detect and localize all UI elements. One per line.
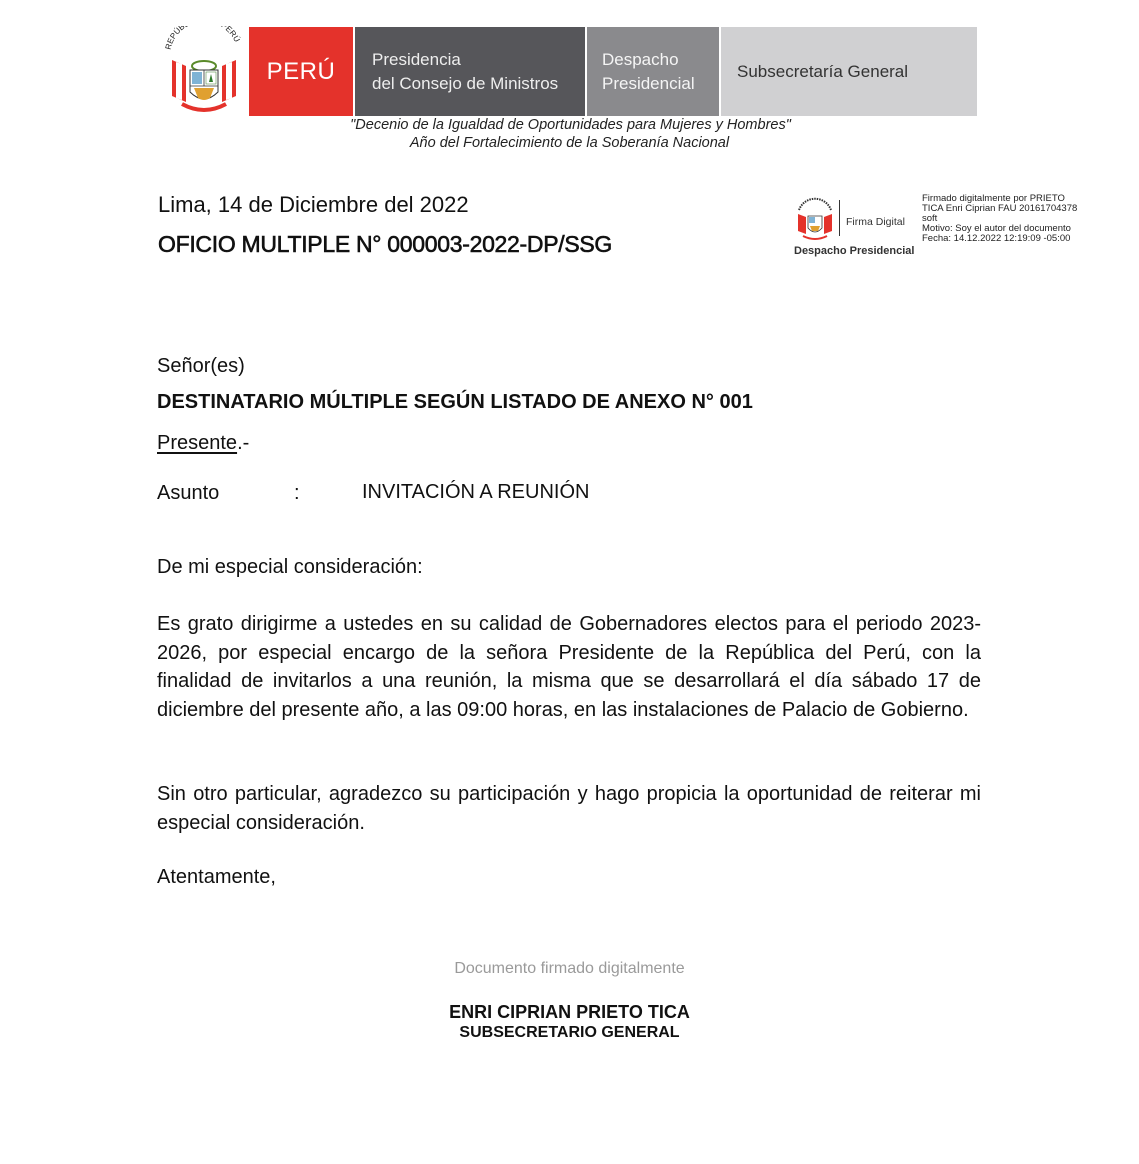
recipient-name: DESTINATARIO MÚLTIPLE SEGÚN LISTADO DE ANEXO N° 001	[157, 391, 753, 413]
presente-word: Presente	[157, 432, 238, 454]
stamp-crest-icon	[795, 196, 835, 242]
decenio-motto	[0, 116, 1139, 152]
presente-line	[157, 432, 249, 455]
subject-value: INVITACIÓN A REUNIÓN	[362, 481, 590, 503]
signature-metadata	[922, 194, 1092, 244]
subject-label: Asunto	[157, 482, 220, 504]
presente-suffix: .-	[237, 432, 250, 454]
peru-block	[249, 27, 353, 116]
pcm-line2: del Consejo de Ministros	[372, 74, 559, 93]
decenio-line1: "Decenio de la Igualdad de Oportunidades para Mujeres y Hombres"	[350, 117, 791, 133]
despacho-line2: Presidencial	[602, 74, 695, 93]
digital-signature-note	[0, 960, 1139, 978]
digital-note-text: Documento firmado digitalmente	[454, 960, 685, 977]
despacho-line1: Despacho	[602, 50, 679, 69]
sig-meta-line4: Motivo: Soy el autor del documento	[922, 223, 1071, 234]
sig-meta-line2: TICA Enri Ciprian FAU 20161704378	[922, 203, 1078, 214]
signer-name: ENRI CIPRIAN PRIETO TICA	[449, 1002, 690, 1022]
closing: Atentamente,	[157, 866, 276, 888]
pcm-line1: Presidencia	[372, 50, 461, 69]
peru-coat-of-arms	[162, 26, 246, 118]
crest-caption: REPÚB ERÚ	[163, 26, 242, 51]
institution-banner	[249, 27, 977, 116]
stamp-divider	[839, 200, 840, 236]
stamp-firma-label: Firma Digital	[846, 216, 905, 228]
peru-label: PERÚ	[266, 57, 336, 85]
digital-signature-stamp	[791, 196, 921, 260]
body-paragraph-2: Sin otro particular, agradezco su participación y hago propicia la oportunidad de reiterar mi especial consideración.	[157, 783, 981, 834]
signer-title: SUBSECRETARIO GENERAL	[459, 1024, 680, 1041]
decenio-line2: Año del Fortalecimiento de la Soberanía Nacional	[409, 135, 730, 151]
sig-meta-line3: soft	[922, 213, 938, 224]
subject-colon: :	[294, 482, 300, 504]
recipient-salutation: Señor(es)	[157, 355, 245, 377]
subsecretaria-label: Subsecretaría General	[737, 62, 909, 81]
svg-text:REPÚBLICA DEL PERÚ	[164, 26, 242, 51]
subsecretaria-block	[721, 27, 977, 116]
stamp-office-label: Despacho Presidencial	[794, 245, 915, 257]
greeting: De mi especial consideración:	[157, 556, 423, 578]
document-date: Lima, 14 de Diciembre del 2022	[158, 192, 469, 217]
pcm-block	[355, 27, 585, 116]
document-number: OFICIO MULTIPLE N° 000003-2022-DP/SSG	[158, 231, 613, 257]
sig-meta-line1: Firmado digitalmente por PRIETO	[922, 193, 1065, 204]
body-paragraph-1: Es grato dirigirme a ustedes en su calidad de Gobernadores electos para el periodo 2023-2026, por especial encargo de la señora Presidente de la República del Perú, con la finalidad de invitarlos a una reunión, la misma que se desarrollará el día sábado 17 de diciembre del presente año, a las 09:00 horas, en las instalaciones de Palacio de Gobierno.	[157, 613, 981, 721]
sig-meta-line5: Fecha: 14.12.2022 12:19:09 -05:00	[922, 233, 1071, 244]
despacho-block	[587, 27, 719, 116]
